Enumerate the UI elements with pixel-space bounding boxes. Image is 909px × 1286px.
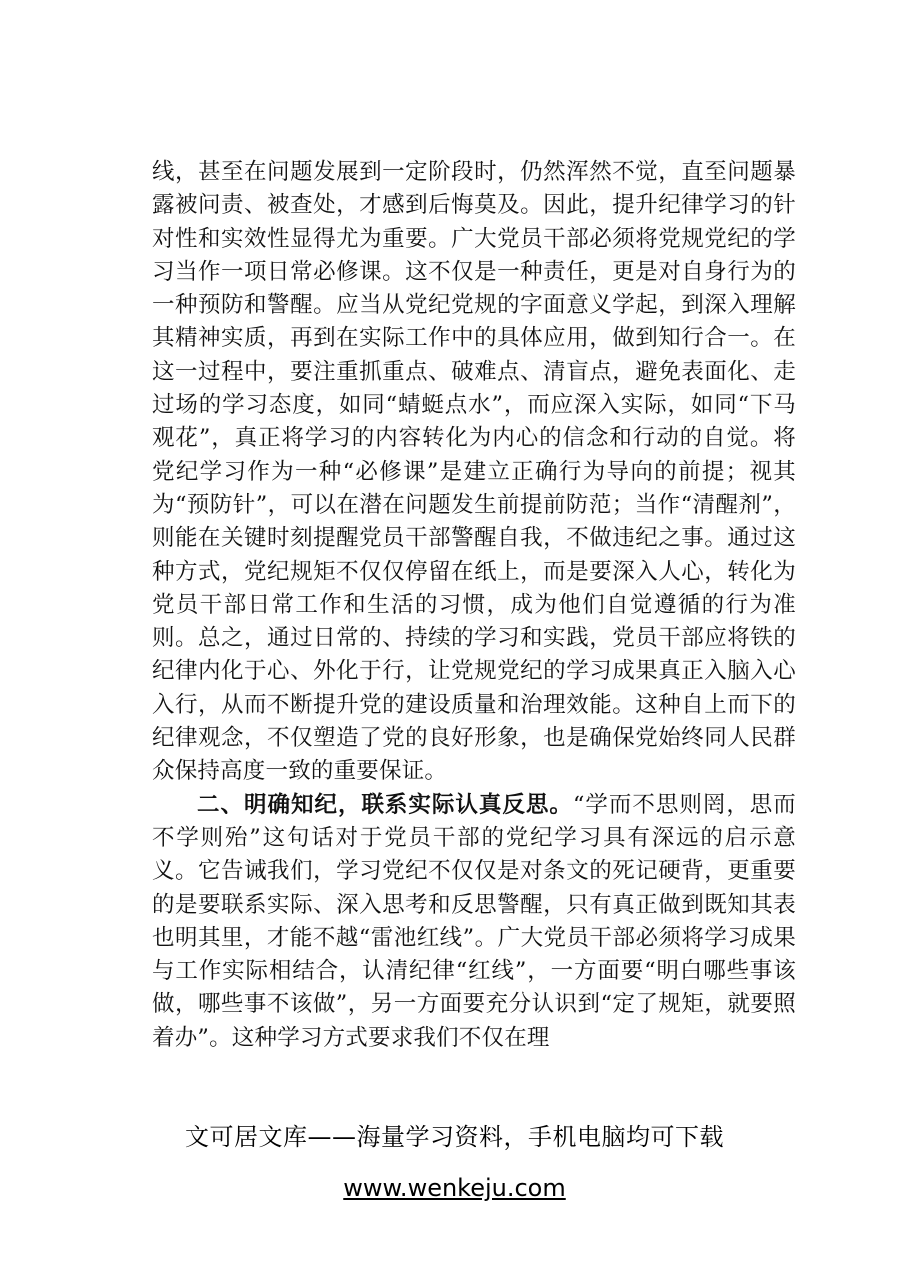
footer-promo-text: 文可居文库——海量学习资料，手机电脑均可下载 xyxy=(185,1123,724,1151)
document-body xyxy=(152,156,796,1055)
section-two-body: “学而不思则罔，思而不学则殆”这句话对于党员干部的党纪学习具有深远的启示意义。它告诫我们，学习党纪不仅仅是对条文的死记硬背，更重要的是要联系实际、深入思考和反思警醒，只有真正做到既知其表也明其里，才能不越“雷池红线”。广大党员干部必须将学习成果与工作实际相结合，认清纪律“红线”，一方面要“明白哪些事该做，哪些事不该做”，另一方面要充分认识到“定了规矩，就要照着办”。这种学习方式要求我们不仅在理 xyxy=(152,791,796,1051)
footer-website-link[interactable]: www.wenkeju.com xyxy=(343,1174,566,1202)
footer-url-container xyxy=(0,1174,909,1202)
paragraph-continuation: 线，甚至在问题发展到一定阶段时，仍然浑然不觉，直至问题暴露被问责、被查处，才感到后悔莫及。因此，提升纪律学习的针对性和实效性显得尤为重要。广大党员干部必须将党规党纪的学习当作一项日常必修课。这不仅是一种责任，更是对自身行为的一种预防和警醒。应当从党纪党规的字面意义学起，到深入理解其精神实质，再到在实际工作中的具体应用，做到知行合一。在这一过程中，要注重抓重点、破难点、清盲点，避免表面化、走过场的学习态度，如同“蜻蜓点水”，而应深入实际，如同“下马观花”，真正将学习的内容转化为内心的信念和行动的自觉。将党纪学习作为一种“必修课”是建立正确行为导向的前提；视其为“预防针”，可以在潜在问题发生前提前防范；当作“清醒剂”，则能在关键时刻提醒党员干部警醒自我，不做违纪之事。通过这种方式，党纪规矩不仅仅停留在纸上，而是要深入人心，转化为党员干部日常工作和生活的习惯，成为他们自觉遵循的行为准则。总之，通过日常的、持续的学习和实践，党员干部应将铁的纪律内化于心、外化于行，让党规党纪的学习成果真正入脑入心入行，从而不断提升党的建设质量和治理效能。这种自上而下的纪律观念，不仅塑造了党的良好形象，也是确保党始终同人民群众保持高度一致的重要保证。 xyxy=(152,159,796,785)
paragraph-section-two xyxy=(152,789,796,1055)
section-two-heading: 二、明确知纪，联系实际认真反思。 xyxy=(197,791,573,818)
